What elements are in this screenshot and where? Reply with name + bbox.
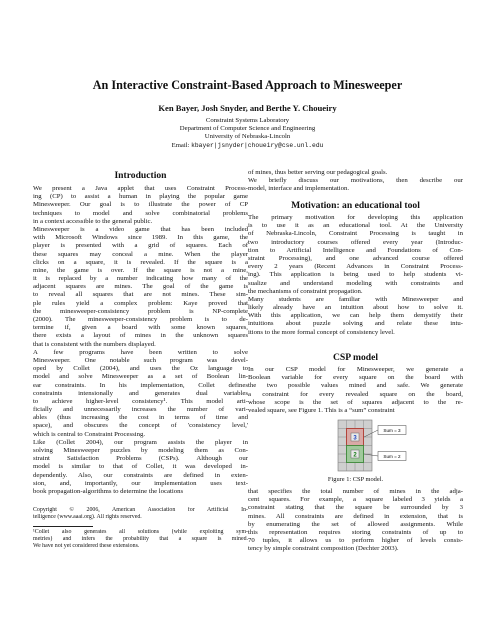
text-line: We briefly discuss our motivations, then describe our: [248, 177, 463, 185]
text-line: player is presented with a grid of squares. Each of: [33, 242, 248, 250]
text-line: mine, the game is over. If the square is not a mine,: [33, 266, 248, 274]
text-line: ¹Collet also generates all solutions (while exploiting sym-: [33, 529, 248, 535]
email-line: [0, 142, 495, 150]
text-line: itions to the more formal concept of consistency level.: [248, 328, 395, 336]
text-line: book propagation-algorithms to determine the locations: [33, 487, 184, 495]
text-line: ficially and unnecessarily increases the number of vari-: [33, 406, 248, 414]
text-line: Minesweeper. One notable such program was devel-: [33, 356, 248, 364]
text-line: metries) and infers the probability that a square is mined.: [33, 536, 248, 542]
text-line: ing (CP) to assist a human in playing the popular game: [33, 193, 248, 201]
text-line: In our CSP model for Minesweeper, we generate a: [248, 366, 463, 373]
author-list: Ken Bayer, Josh Snyder, and Berthe Y. Choueiry: [158, 103, 337, 113]
text-line: (2000). The minesweeper-consistency problem is to de-: [33, 316, 248, 323]
text-line: that is consistent with the numbers displayed.: [33, 340, 156, 348]
text-line: With this application, we can help them demystify their: [248, 312, 463, 320]
affiliation-block: [0, 117, 495, 150]
email-address: kbayer|jsnyder|choueiry@cse.unl.edu: [191, 141, 324, 149]
text-line: to reveal all squares that are not mines. These sim-: [33, 291, 248, 299]
lab-name: Constraint Systems Laboratory: [205, 117, 290, 124]
text-line: sualize and understand modeling with constraints and: [248, 279, 463, 287]
text-line: in a context accessible to the general public.: [33, 217, 153, 225]
text-line: this representation requires storing constraints of up to: [248, 528, 463, 536]
text-line: constraint stating that the square be surrounded by 3: [248, 504, 463, 512]
text-line: solving Minesweeper puzzles by modeling them as Con-: [33, 447, 248, 454]
introduction-body: [33, 185, 248, 496]
introduction-heading: Introduction: [114, 170, 167, 181]
text-line: with Microsoft Windows since 1989. In this game, the: [33, 234, 248, 242]
text-line: termine if, given a board with some known squares,: [33, 324, 248, 332]
text-line: straint Processing), and one advanced course offered: [248, 254, 463, 262]
text-line: The primary motivation for developing this application: [248, 214, 463, 221]
text-line: We have not yet considered these extensions.: [33, 543, 140, 549]
csp-model-body: [248, 366, 463, 415]
text-line: it is replaced by a number indicating how many of the: [33, 275, 248, 283]
text-line: ing). This application is being used to help students vi-: [248, 271, 463, 279]
text-line: whose scope is the set of squares adjacent to the re-: [248, 398, 463, 406]
csp-model-heading: CSP model: [332, 352, 379, 363]
text-line: the minesweeper-consistency problem is NP-complete: [33, 307, 248, 315]
text-line: space), and obscures the concept of 'consistency level,': [33, 422, 248, 430]
text-line: straint Satisfaction Problems (CSPs). Although our: [33, 455, 248, 463]
text-line: these squares may conceal a mine. When the player: [33, 250, 248, 258]
figure-caption: Figure 1: CSP model.: [327, 476, 384, 483]
footnote-body: [33, 529, 248, 550]
introduction-continued: [248, 169, 463, 194]
text-line: oped by Collet (2004), and uses the Oz language to: [33, 365, 248, 373]
text-line: which is central to Constraint Processing.: [33, 430, 146, 438]
cell-number-top: 3: [353, 435, 357, 442]
paper-title: An Interactive Constraint-Based Approach to Minesweeper: [92, 78, 403, 92]
text-line: Minesweeper. Our goal is to illustrate the power of CP: [33, 201, 248, 209]
text-line: to achieve higher-level consistency¹. This model arti-: [33, 397, 248, 405]
footnote-rule: [33, 526, 93, 527]
text-line: ple rules yield a complex problem: Kaye proved that: [33, 299, 248, 307]
text-line: of Nebraska-Lincoln, Constraint Processing is taught in: [248, 230, 463, 238]
motivation-body: [248, 214, 463, 337]
minesweeper-grid: [338, 420, 372, 471]
text-line: by enumerating the set of allowed assignments. While: [248, 520, 463, 528]
text-line: model is similar to that of Collet, it was developed in-: [33, 463, 248, 471]
text-line: Copyright © 2006, American Association for Artificial In-: [33, 507, 248, 513]
text-line: intuitions about puzzle solving and relate these intu-: [248, 320, 463, 328]
text-line: telligence (www.aaai.org). All rights reserved.: [33, 514, 142, 520]
text-line: ear constraints. In his implementation, Collet defines: [33, 381, 248, 389]
text-line: two introductory courses offered every year (Introduc-: [248, 238, 463, 246]
text-line: every 2 years (Recent Advances in Constraint Process-: [248, 263, 463, 271]
motivation-heading: Motivation: an educational tool: [291, 200, 420, 211]
text-line: there exists a layout of mines in the unknown squares: [33, 332, 248, 340]
text-line: We present a Java applet that uses Constraint Process-: [33, 185, 248, 192]
text-line: dependently. Also, our constraints are defined in exten-: [33, 471, 248, 479]
figure-csp-model: [336, 418, 408, 474]
text-line: the mechanisms of constraint propagation.: [248, 287, 363, 295]
text-line: likely already have an intuition about how to solve it.: [248, 304, 463, 312]
text-line: tency by simple constraint composition (Dechter 2003).: [248, 545, 399, 553]
csp-model-body-continued: [248, 488, 463, 554]
text-line: adjacent squares are mines. The goal of the game is: [33, 283, 248, 291]
cell-number-bottom: 2: [353, 452, 357, 459]
text-line: clicks on a square, it is revealed. If the square is a: [33, 258, 248, 266]
text-line: Boolean variable for every square on the board with: [248, 374, 463, 382]
text-line: Minesweeper is a video game that has been included: [33, 225, 248, 233]
text-line: techniques to model and solve combinatorial problems: [33, 209, 248, 217]
text-line: of mines, thus better serving our pedagogical goals.: [248, 169, 388, 176]
text-line: ables (thus increasing the cost in terms of time and: [33, 414, 248, 422]
text-line: a constraint for every revealed square on the board,: [248, 390, 463, 398]
text-line: is to use it as an educational tool. At the University: [248, 222, 463, 230]
text-line: model and solve Minesweeper as a set of Boolean lin-: [33, 373, 248, 381]
text-line: 70 tuples, it allows us to perform higher of levels consis-: [248, 537, 463, 545]
text-line: that specifies the total number of mines in the adja-: [248, 488, 463, 495]
text-line: the two possible values mined and safe. We generate: [248, 382, 463, 390]
text-line: cent squares. For example, a square labeled 3 yields a: [248, 496, 463, 504]
university-name: University of Nebraska-Lincoln: [204, 133, 291, 141]
email-label: Email:: [171, 141, 192, 149]
sum-label-top: Sum = 3: [383, 428, 401, 434]
text-line: A few programs have been written to solve: [33, 348, 248, 356]
copyright-notice: [33, 507, 248, 521]
text-line: Many students are familiar with Minesweeper and: [248, 295, 463, 303]
sum-label-bottom: Sum = 2: [383, 454, 401, 460]
text-line: model, interface and implementation.: [248, 185, 350, 193]
text-line: Like (Collet 2004), our program assists the player in: [33, 438, 248, 446]
text-line: sion, and, importantly, our implementation uses text-: [33, 479, 248, 487]
department-name: Department of Computer Science and Engineering: [179, 125, 316, 133]
text-line: mines. All constraints are defined in extension, that is: [248, 512, 463, 520]
text-line: tion to Artificial Intelligence and Foundations of Con-: [248, 246, 463, 254]
text-line: vealed square, see Figure 1. This is a “sum” constraint: [248, 406, 395, 414]
text-line: constraints intensionally and generates dual variables: [33, 389, 248, 397]
